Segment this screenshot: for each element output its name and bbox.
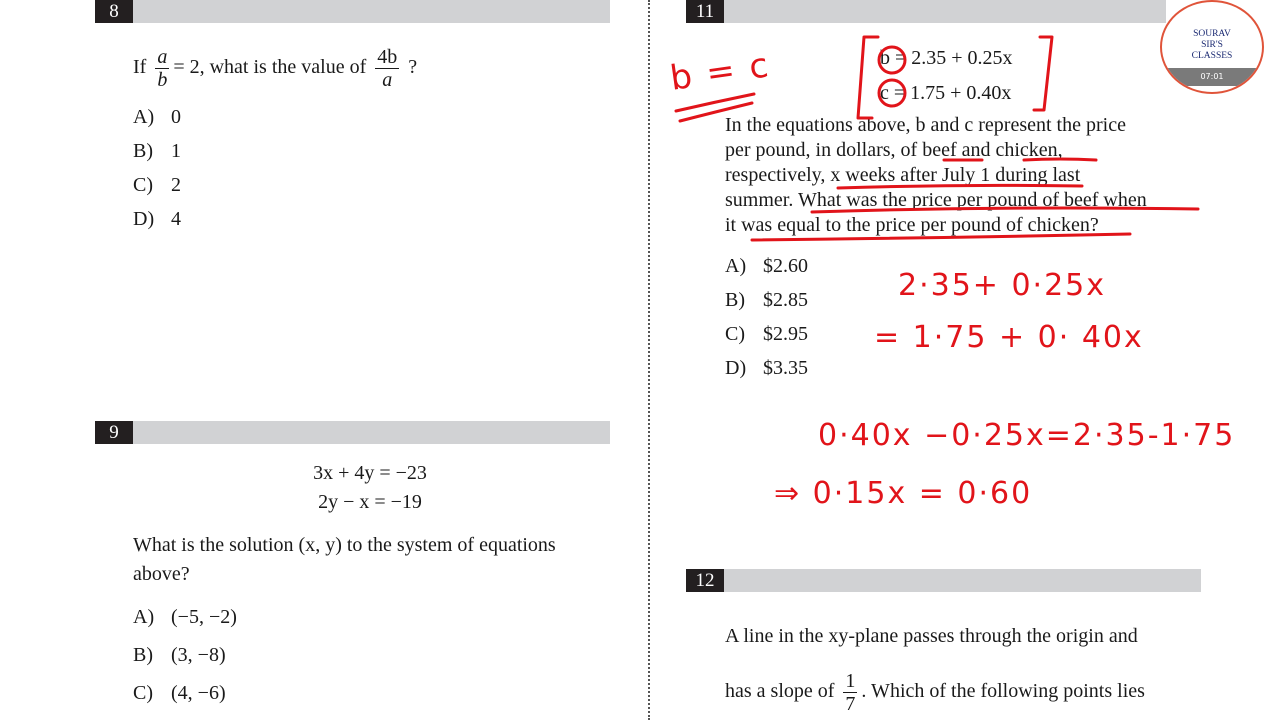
question-12-stem-line2: has a slope of $\frac{1}{7}$ . Which of the following points lies xyxy=(725,669,1145,715)
fraction-a-over-b: $\frac{a}{b}$ xyxy=(157,45,168,91)
underline-x-weeks xyxy=(838,185,1082,188)
timestamp: 07:01 xyxy=(1162,68,1262,86)
question-number: 8 xyxy=(95,0,133,23)
channel-logo-badge: SOURAV SIR'S CLASSES 07:01 xyxy=(1160,0,1264,94)
choice-b[interactable]: B) (3, −8) xyxy=(133,644,226,666)
equation-chicken: c = 1.75 + 0.40x xyxy=(880,82,1012,104)
circle-b xyxy=(879,47,905,73)
question-11-stem-line4: summer. What was the price per pound of beef when xyxy=(725,189,1147,211)
fraction-one-seventh: $\frac{1}{7}$ xyxy=(845,669,856,715)
choice-d[interactable]: D) $3.35 xyxy=(725,357,808,379)
choice-c[interactable]: C) 2 xyxy=(133,174,181,196)
choice-a[interactable]: A) $2.60 xyxy=(725,255,808,277)
question-11-stem-line5: it was equal to the price per pound of chicken? xyxy=(725,214,1099,236)
fraction-4b-over-a: $\frac{4b}{a}$ xyxy=(377,45,398,91)
question-8-stem: If $\frac{a}{b}$ = 2, what is the value of $\frac{4b}{a}$ ? xyxy=(133,45,418,91)
choice-c[interactable]: C) (4, −6) xyxy=(133,682,226,704)
question-number: 11 xyxy=(686,0,724,23)
question-11-stem-line3: respectively, x weeks after July 1 during last xyxy=(725,164,1081,186)
equation-1: 3x + 4y = −23 xyxy=(313,462,427,484)
annotation-work-line4: ⇒ 0·15x = 0·60 xyxy=(774,476,1033,511)
question-11-stem-line1: In the equations above, b and c represent the price xyxy=(725,114,1126,136)
annotation-work-line1: 2·35+ 0·25x xyxy=(898,268,1107,303)
choice-a[interactable]: A) (−5, −2) xyxy=(133,606,237,628)
equation-2: 2y − x = −19 xyxy=(318,491,422,513)
equation-beef: b = 2.35 + 0.25x xyxy=(880,47,1013,69)
question-number: 12 xyxy=(686,569,724,592)
question-11-stem-line2: per pound, in dollars, of beef and chicken, xyxy=(725,139,1063,161)
question-9-stem-line1: What is the solution (x, y) to the system of equations xyxy=(133,534,556,556)
annotation-work-line2: = 1·75 + 0· 40x xyxy=(874,320,1144,355)
question-9-stem-line2: above? xyxy=(133,563,190,585)
bracket-right xyxy=(1034,37,1052,110)
choice-d[interactable]: D) 4 xyxy=(133,208,181,230)
underline-price-beef xyxy=(812,208,1198,212)
circle-c xyxy=(879,80,905,106)
choice-c[interactable]: C) $2.95 xyxy=(725,323,808,345)
underline-price-chicken xyxy=(752,234,1130,240)
question-number: 9 xyxy=(95,421,133,444)
underline-chicken xyxy=(1024,159,1096,160)
bracket-left xyxy=(858,37,878,118)
choice-b[interactable]: B) 1 xyxy=(133,140,181,162)
question-12-stem-line1: A line in the xy-plane passes through the origin and xyxy=(725,625,1138,647)
annotation-work-line3: 0·40x −0·25x=2·35-1·75 xyxy=(818,418,1236,453)
choice-a[interactable]: A) 0 xyxy=(133,106,181,128)
annotation-b-equals-c: b = c xyxy=(667,45,773,99)
choice-b[interactable]: B) $2.85 xyxy=(725,289,808,311)
